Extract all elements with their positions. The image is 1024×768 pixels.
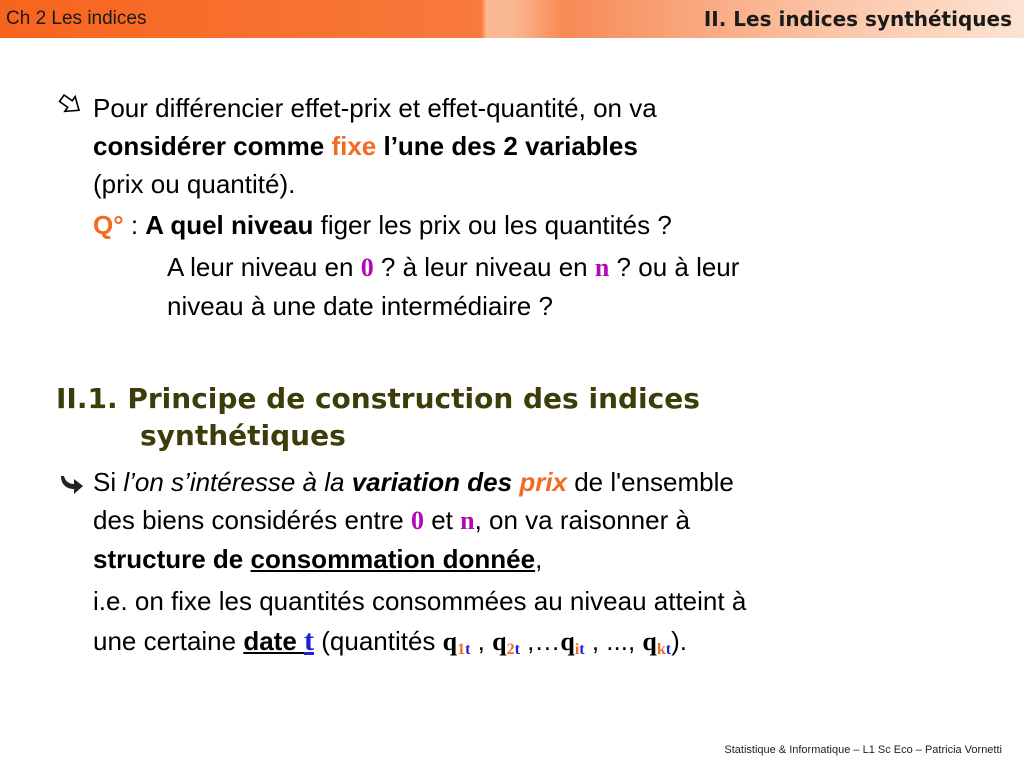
subscript-t: t (665, 641, 672, 658)
chapter-title: Ch 2 Les indices (6, 8, 147, 29)
q-rest: figer les prix ou les quantités ? (313, 210, 672, 240)
question-line (93, 206, 739, 244)
hollow-right-arrow-icon (58, 92, 84, 123)
q-label: Q° (93, 210, 124, 240)
section-heading-line1: II.1. Principe de construction des indices (56, 382, 700, 415)
bullet1-line2 (93, 127, 739, 165)
italic-text: l’on s’intéresse à la (123, 467, 352, 497)
bold-text: structure de (93, 544, 251, 574)
bullet1-line3: (prix ou quantité). (93, 169, 296, 199)
prix-word: prix (519, 467, 567, 497)
plain-text: une certaine (93, 626, 244, 656)
answer-text: A leur niveau en (167, 252, 361, 282)
subscript-i: i (574, 641, 580, 658)
separator: , ..., (584, 626, 643, 656)
plain-text: des biens considérés entre (93, 505, 411, 535)
bullet1-text (93, 89, 739, 325)
separator: ,… (519, 626, 561, 656)
fixe-word: fixe (331, 131, 377, 161)
ie-line2 (93, 622, 746, 665)
q-sep: : (123, 210, 146, 240)
section-title-header: II. Les indices synthétiques (703, 7, 1012, 31)
bold-italic-text: variation des (351, 467, 520, 497)
n-value: n (460, 506, 475, 535)
section-heading-line2: synthétiques (140, 419, 346, 452)
footer-credit: Statistique & Informatique – L1 Sc Eco – Patricia Vornetti (724, 744, 1002, 756)
subscript-k: k (656, 641, 666, 658)
q-symbol: q (642, 627, 657, 656)
subscript-2: 2 (506, 641, 515, 658)
q-symbol: q (442, 627, 458, 656)
q-bold: A quel niveau (145, 210, 314, 240)
bold-text: l’une des 2 variables (376, 131, 638, 161)
plain-text: , on va raisonner à (474, 505, 690, 535)
answer-line2: niveau à une date intermédiaire ? (167, 291, 553, 321)
curved-arrow-icon (58, 470, 86, 505)
bold-text: considérer comme (93, 131, 332, 161)
separator: , (470, 626, 493, 656)
bullet2-line2 (93, 501, 746, 540)
bullet2-text (93, 463, 746, 665)
bullet1-line1: Pour différencier effet-prix et effet-quantité, on va (93, 93, 657, 123)
plain-text: , (535, 544, 543, 574)
si-word: Si (93, 467, 124, 497)
date-word: date (243, 626, 305, 656)
q-symbol: q (492, 627, 507, 656)
zero-value: 0 (360, 253, 374, 282)
plain-text: (quantités (314, 626, 443, 656)
subscript-t: t (465, 641, 471, 658)
bullet2-line1 (93, 463, 746, 501)
header-bar (0, 0, 1024, 38)
bullet2-line3 (93, 540, 746, 578)
plain-text: de l'ensemble (567, 467, 734, 497)
answer-line1 (93, 248, 739, 287)
answer-text: ? ou à leur (609, 252, 740, 282)
subscript-1: 1 (457, 641, 466, 658)
underlined-text: consommation donnée (250, 544, 536, 574)
q-symbol: q (560, 627, 575, 656)
section-heading (56, 380, 700, 454)
subscript-t: t (514, 641, 520, 658)
ie-line1: i.e. on fixe les quantités consommées au niveau atteint à (93, 586, 747, 616)
subscript-t: t (579, 641, 585, 658)
plain-text: et (423, 505, 461, 535)
n-value: n (594, 253, 610, 282)
t-value: t (304, 624, 315, 657)
closing-paren: ). (671, 626, 688, 656)
zero-value: 0 (410, 506, 424, 535)
answer-text: ? à leur niveau en (373, 252, 595, 282)
